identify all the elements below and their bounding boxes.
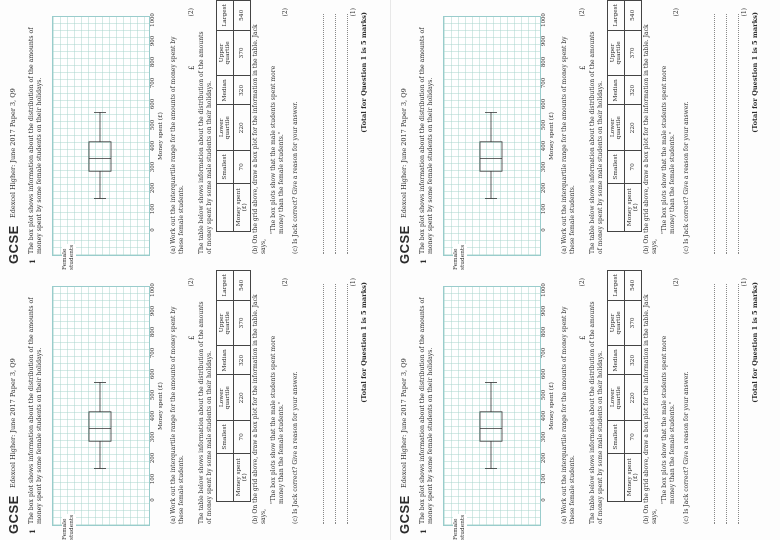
- page-header: [6, 6, 24, 264]
- table-header-cell: Lower quartile: [608, 105, 625, 151]
- table-cell: 540: [234, 271, 251, 301]
- part-c-text: (c) Is Jack correct? Give a reason for your answer.: [292, 371, 299, 524]
- question-number: 1: [28, 529, 37, 534]
- x-tick-label: 1000: [150, 283, 156, 297]
- table-cell: 220: [625, 105, 642, 151]
- answer-pound: £: [579, 65, 587, 70]
- table-header-cell: Smallest: [608, 151, 625, 183]
- x-tick-label: 1000: [541, 283, 547, 297]
- plot-label: Female students: [453, 244, 466, 270]
- x-tick-label: 100: [541, 203, 547, 215]
- table-header-cell: Upper quartile: [608, 30, 625, 76]
- x-tick-label: 400: [541, 410, 547, 422]
- table-cell: 540: [234, 1, 251, 31]
- plot-label: Female students: [453, 514, 466, 540]
- table-row-label: Money spent (£): [234, 183, 251, 231]
- box-plot-box: [480, 412, 502, 441]
- x-tick-label: 700: [541, 77, 547, 89]
- plot-label: Female students: [62, 514, 75, 540]
- table-header-cell: Upper quartile: [608, 300, 625, 346]
- question-number: 1: [28, 259, 37, 264]
- box-plot-box: [480, 142, 502, 171]
- mark-c: (1): [350, 278, 357, 287]
- table-cell: 70: [234, 151, 251, 183]
- mark-c: (1): [741, 8, 748, 17]
- table-header-cell: Median: [608, 346, 625, 375]
- plot-label: Female students: [62, 244, 75, 270]
- mark-b: (2): [673, 278, 680, 287]
- data-table: [607, 0, 642, 232]
- table-row-label: Money spent (£): [625, 183, 642, 231]
- question-number: 1: [419, 259, 428, 264]
- x-tick-label: 700: [150, 77, 156, 89]
- jack-quote: "The box plots show that the male students spent more money than the female students.": [270, 335, 285, 504]
- question-intro: The box plot shows information about the distribution of the amounts of money spent by some female students on their holidays.: [419, 297, 434, 524]
- data-table: [216, 0, 251, 232]
- x-axis-label: Money spent (£): [158, 382, 164, 430]
- box-plot: [52, 288, 148, 526]
- answer-lines: [703, 284, 739, 524]
- x-tick-label: 300: [150, 161, 156, 173]
- table-cell: 320: [625, 76, 642, 105]
- x-tick-label: 700: [150, 347, 156, 359]
- question-intro: The box plot shows information about the distribution of the amounts of money spent by some female students on their holidays.: [419, 27, 434, 254]
- x-tick-label: 0: [150, 228, 156, 232]
- x-tick-label: 900: [150, 35, 156, 47]
- part-b-text: (b) On the grid above, draw a box plot for the information in the table. Jack says,: [252, 294, 267, 524]
- x-tick-label: 900: [541, 305, 547, 317]
- table-header-cell: Smallest: [217, 421, 234, 453]
- x-tick-label: 800: [150, 326, 156, 338]
- table-cell: 320: [234, 76, 251, 105]
- jack-quote: "The box plots show that the male students spent more money than the female students.": [661, 335, 676, 504]
- mark-a: (2): [579, 8, 586, 17]
- answer-lines: [703, 14, 739, 254]
- part-b-text: (b) On the grid above, draw a box plot for the information in the table. Jack says,: [643, 294, 658, 524]
- answer-pound: £: [579, 335, 587, 340]
- table-cell: 540: [625, 1, 642, 31]
- table-cell: 220: [234, 105, 251, 151]
- x-tick-label: 100: [150, 203, 156, 215]
- worksheet-page-1: [0, 0, 390, 270]
- x-tick-label: 900: [150, 305, 156, 317]
- exam-source: Edexcel Higher: June 2017 Paper 3, Q9: [400, 358, 408, 488]
- part-a-text: (a) Work out the interquartile range for the amounts of money spent by these female students.: [170, 36, 185, 254]
- exam-source: Edexcel Higher: June 2017 Paper 3, Q9: [9, 358, 17, 488]
- table-row-label: Money spent (£): [234, 453, 251, 501]
- x-tick-label: 300: [150, 431, 156, 443]
- table-intro: The table below shows information about the distribution of the amounts of money spent by some male students on their holidays.: [198, 301, 213, 524]
- jack-quote: "The box plots show that the male students spent more money than the female students.": [270, 65, 285, 234]
- part-a-text: (a) Work out the interquartile range for the amounts of money spent by these female students.: [561, 36, 576, 254]
- mark-c: (1): [350, 8, 357, 17]
- table-intro: The table below shows information about the distribution of the amounts of money spent by some male students on their holidays.: [198, 31, 213, 254]
- answer-lines: [312, 14, 348, 254]
- mark-b: (2): [673, 8, 680, 17]
- table-header-cell: Median: [608, 76, 625, 105]
- gcse-title: GCSE: [397, 495, 412, 534]
- x-tick-label: 400: [150, 410, 156, 422]
- table-cell: 320: [234, 346, 251, 375]
- gcse-title: GCSE: [6, 225, 21, 264]
- x-tick-label: 1000: [541, 13, 547, 27]
- x-tick-label: 200: [150, 452, 156, 464]
- table-header-cell: Upper quartile: [217, 30, 234, 76]
- part-a-text: (a) Work out the interquartile range for the amounts of money spent by these female students.: [561, 306, 576, 524]
- part-c-text: (c) Is Jack correct? Give a reason for your answer.: [683, 101, 690, 254]
- question-intro: The box plot shows information about the distribution of the amounts of money spent by some female students on their holidays.: [28, 297, 43, 524]
- table-header-cell: [217, 183, 234, 231]
- x-tick-label: 600: [150, 98, 156, 110]
- x-tick-label: 600: [150, 368, 156, 380]
- part-b-text: (b) On the grid above, draw a box plot for the information in the table. Jack says,: [252, 24, 267, 254]
- x-tick-label: 400: [150, 140, 156, 152]
- answer-pound: £: [188, 65, 196, 70]
- box-plot: [52, 18, 148, 256]
- gcse-title: GCSE: [397, 225, 412, 264]
- x-tick-label: 0: [541, 498, 547, 502]
- page-header: [6, 276, 24, 534]
- page-header: [397, 6, 415, 264]
- total-marks: (Total for Question 1 is 5 marks): [360, 282, 368, 403]
- table-header-cell: Lower quartile: [217, 375, 234, 421]
- question-intro: The box plot shows information about the distribution of the amounts of money spent by some female students on their holidays.: [28, 27, 43, 254]
- part-c-text: (c) Is Jack correct? Give a reason for your answer.: [683, 371, 690, 524]
- x-tick-label: 200: [541, 452, 547, 464]
- exam-source: Edexcel Higher: June 2017 Paper 3, Q9: [400, 88, 408, 218]
- x-tick-label: 100: [150, 473, 156, 485]
- x-tick-label: 0: [541, 228, 547, 232]
- table-header-cell: Largest: [217, 271, 234, 301]
- box-plot: [443, 18, 539, 256]
- table-header-cell: [217, 453, 234, 501]
- x-axis-label: Money spent (£): [549, 382, 555, 430]
- table-intro: The table below shows information about the distribution of the amounts of money spent by some male students on their holidays.: [589, 301, 604, 524]
- box-plot-box: [89, 142, 111, 171]
- x-tick-label: 700: [541, 347, 547, 359]
- jack-quote: "The box plots show that the male students spent more money than the female students.": [661, 65, 676, 234]
- x-tick-label: 800: [541, 56, 547, 68]
- table-cell: 70: [234, 421, 251, 453]
- table-cell: 370: [625, 30, 642, 76]
- table-cell: 370: [234, 300, 251, 346]
- part-a-text: (a) Work out the interquartile range for the amounts of money spent by these female students.: [170, 306, 185, 524]
- x-tick-label: 1000: [150, 13, 156, 27]
- table-cell: 320: [625, 346, 642, 375]
- table-header-cell: Largest: [608, 271, 625, 301]
- box-plot-box: [89, 412, 111, 441]
- x-tick-label: 800: [150, 56, 156, 68]
- total-marks: (Total for Question 1 is 5 marks): [360, 12, 368, 133]
- x-tick-label: 200: [541, 182, 547, 194]
- table-header-cell: Lower quartile: [608, 375, 625, 421]
- part-b-text: (b) On the grid above, draw a box plot for the information in the table. Jack says,: [643, 24, 658, 254]
- worksheet-page-2: [391, 0, 780, 270]
- table-cell: 540: [625, 271, 642, 301]
- x-axis-label: Money spent (£): [158, 112, 164, 160]
- answer-lines: [312, 284, 348, 524]
- gcse-title: GCSE: [6, 495, 21, 534]
- table-header-cell: [608, 453, 625, 501]
- x-axis-label: Money spent (£): [549, 112, 555, 160]
- table-header-cell: Largest: [217, 1, 234, 31]
- exam-source: Edexcel Higher: June 2017 Paper 3, Q9: [9, 88, 17, 218]
- x-tick-label: 100: [541, 473, 547, 485]
- table-row-label: Money spent (£): [625, 453, 642, 501]
- worksheet-page-4: [391, 270, 780, 540]
- x-tick-label: 300: [541, 431, 547, 443]
- mark-a: (2): [579, 278, 586, 287]
- answer-pound: £: [188, 335, 196, 340]
- table-header-cell: Largest: [608, 1, 625, 31]
- table-header-cell: Lower quartile: [217, 105, 234, 151]
- table-cell: 220: [625, 375, 642, 421]
- x-tick-label: 800: [541, 326, 547, 338]
- mark-b: (2): [282, 8, 289, 17]
- mark-c: (1): [741, 278, 748, 287]
- box-plot: [443, 288, 539, 526]
- question-number: 1: [419, 529, 428, 534]
- x-tick-label: 500: [150, 119, 156, 131]
- table-cell: 70: [625, 421, 642, 453]
- table-header-cell: Smallest: [608, 421, 625, 453]
- x-tick-label: 200: [150, 182, 156, 194]
- x-tick-label: 500: [541, 389, 547, 401]
- x-tick-label: 300: [541, 161, 547, 173]
- table-intro: The table below shows information about the distribution of the amounts of money spent by some male students on their holidays.: [589, 31, 604, 254]
- table-cell: 370: [625, 300, 642, 346]
- x-tick-label: 400: [541, 140, 547, 152]
- total-marks: (Total for Question 1 is 5 marks): [751, 282, 759, 403]
- table-cell: 370: [234, 30, 251, 76]
- table-header-cell: Median: [217, 346, 234, 375]
- worksheet-page-3: [0, 270, 390, 540]
- table-header-cell: Smallest: [217, 151, 234, 183]
- table-header-cell: Upper quartile: [217, 300, 234, 346]
- x-tick-label: 600: [541, 98, 547, 110]
- table-header-cell: [608, 183, 625, 231]
- x-tick-label: 0: [150, 498, 156, 502]
- table-header-cell: Median: [217, 76, 234, 105]
- mark-b: (2): [282, 278, 289, 287]
- page-header: [397, 276, 415, 534]
- mark-a: (2): [188, 278, 195, 287]
- mark-a: (2): [188, 8, 195, 17]
- table-cell: 70: [625, 151, 642, 183]
- x-tick-label: 500: [150, 389, 156, 401]
- part-c-text: (c) Is Jack correct? Give a reason for your answer.: [292, 101, 299, 254]
- data-table: [216, 270, 251, 502]
- x-tick-label: 500: [541, 119, 547, 131]
- data-table: [607, 270, 642, 502]
- total-marks: (Total for Question 1 is 5 marks): [751, 12, 759, 133]
- x-tick-label: 900: [541, 35, 547, 47]
- x-tick-label: 600: [541, 368, 547, 380]
- table-cell: 220: [234, 375, 251, 421]
